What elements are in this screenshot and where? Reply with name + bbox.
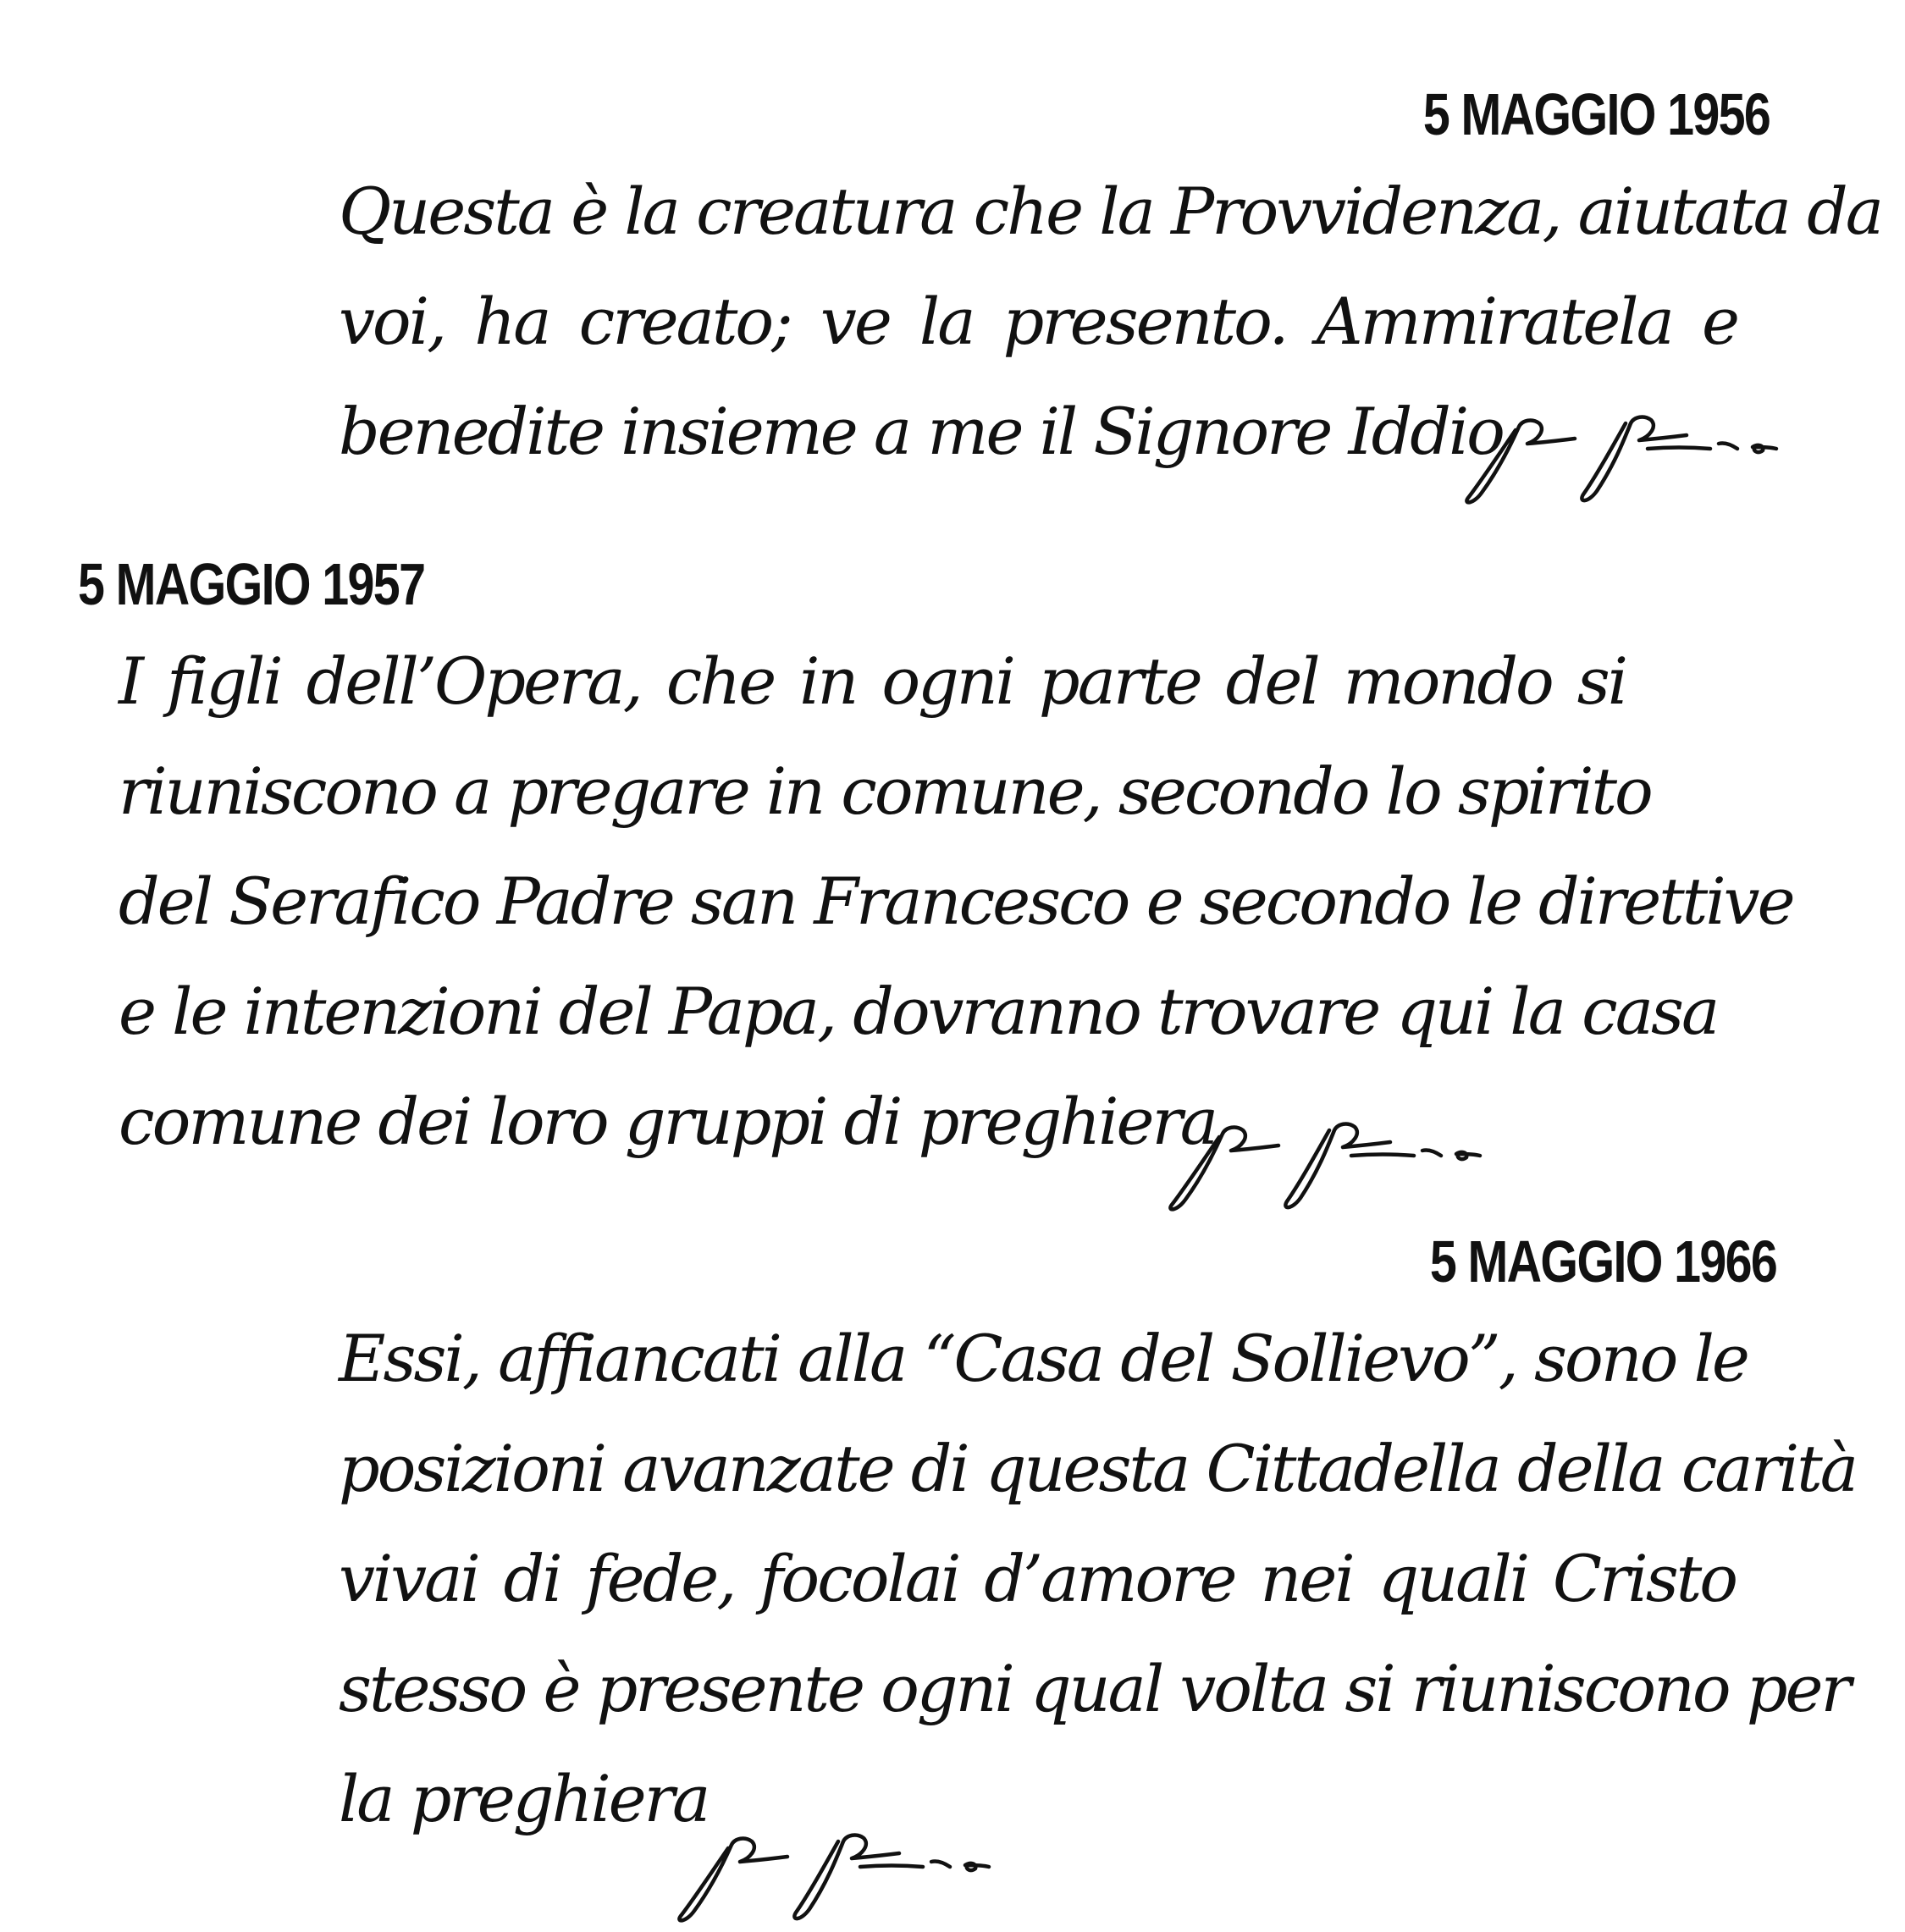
- quote-text: [119, 627, 1793, 1177]
- quote-line: Essi, affiancati alla “Casa del Sollievo”, sono le: [339, 1321, 1748, 1396]
- quote-line: del Serafico Padre san Francesco e secondo le direttive: [119, 864, 1793, 939]
- quote-line: riuniscono a pregare in comune, secondo lo spirito: [119, 753, 1651, 829]
- quote-line: voi, ha creato; ve la presento. Ammiratela e: [339, 284, 1737, 359]
- quote-line: posizioni avanzate di questa Cittadella della carità: [339, 1431, 1857, 1506]
- quote-line: la preghiera: [339, 1761, 709, 1836]
- quote-line: benedite insieme a me il Signore Iddio: [339, 394, 1503, 469]
- signature: [669, 1816, 1008, 1926]
- signature: [1160, 1105, 1499, 1215]
- signature: [1456, 398, 1795, 508]
- quote-line: e le intenzioni del Papa, dovranno trovare qui la casa: [119, 974, 1718, 1049]
- quote-text: [339, 1304, 1857, 1854]
- entry-date: 5 MAGGIO 1957: [78, 551, 425, 617]
- quote-line: vivai di fede, focolai d’amore nei quali Cristo: [339, 1541, 1736, 1616]
- quote-line: comune dei loro gruppi di preghiera: [119, 1084, 1217, 1159]
- entry-date: 5 MAGGIO 1966: [1429, 1228, 1776, 1294]
- quote-line: Questa è la creatura che la Provvidenza, aiutata da: [339, 174, 1882, 249]
- quote-line: I figli dell’Opera, che in ogni parte del mondo si: [119, 643, 1626, 719]
- quote-line: stesso è presente ogni qual volta si riuniscono per: [339, 1651, 1849, 1726]
- entry-date: 5 MAGGIO 1956: [1422, 81, 1770, 147]
